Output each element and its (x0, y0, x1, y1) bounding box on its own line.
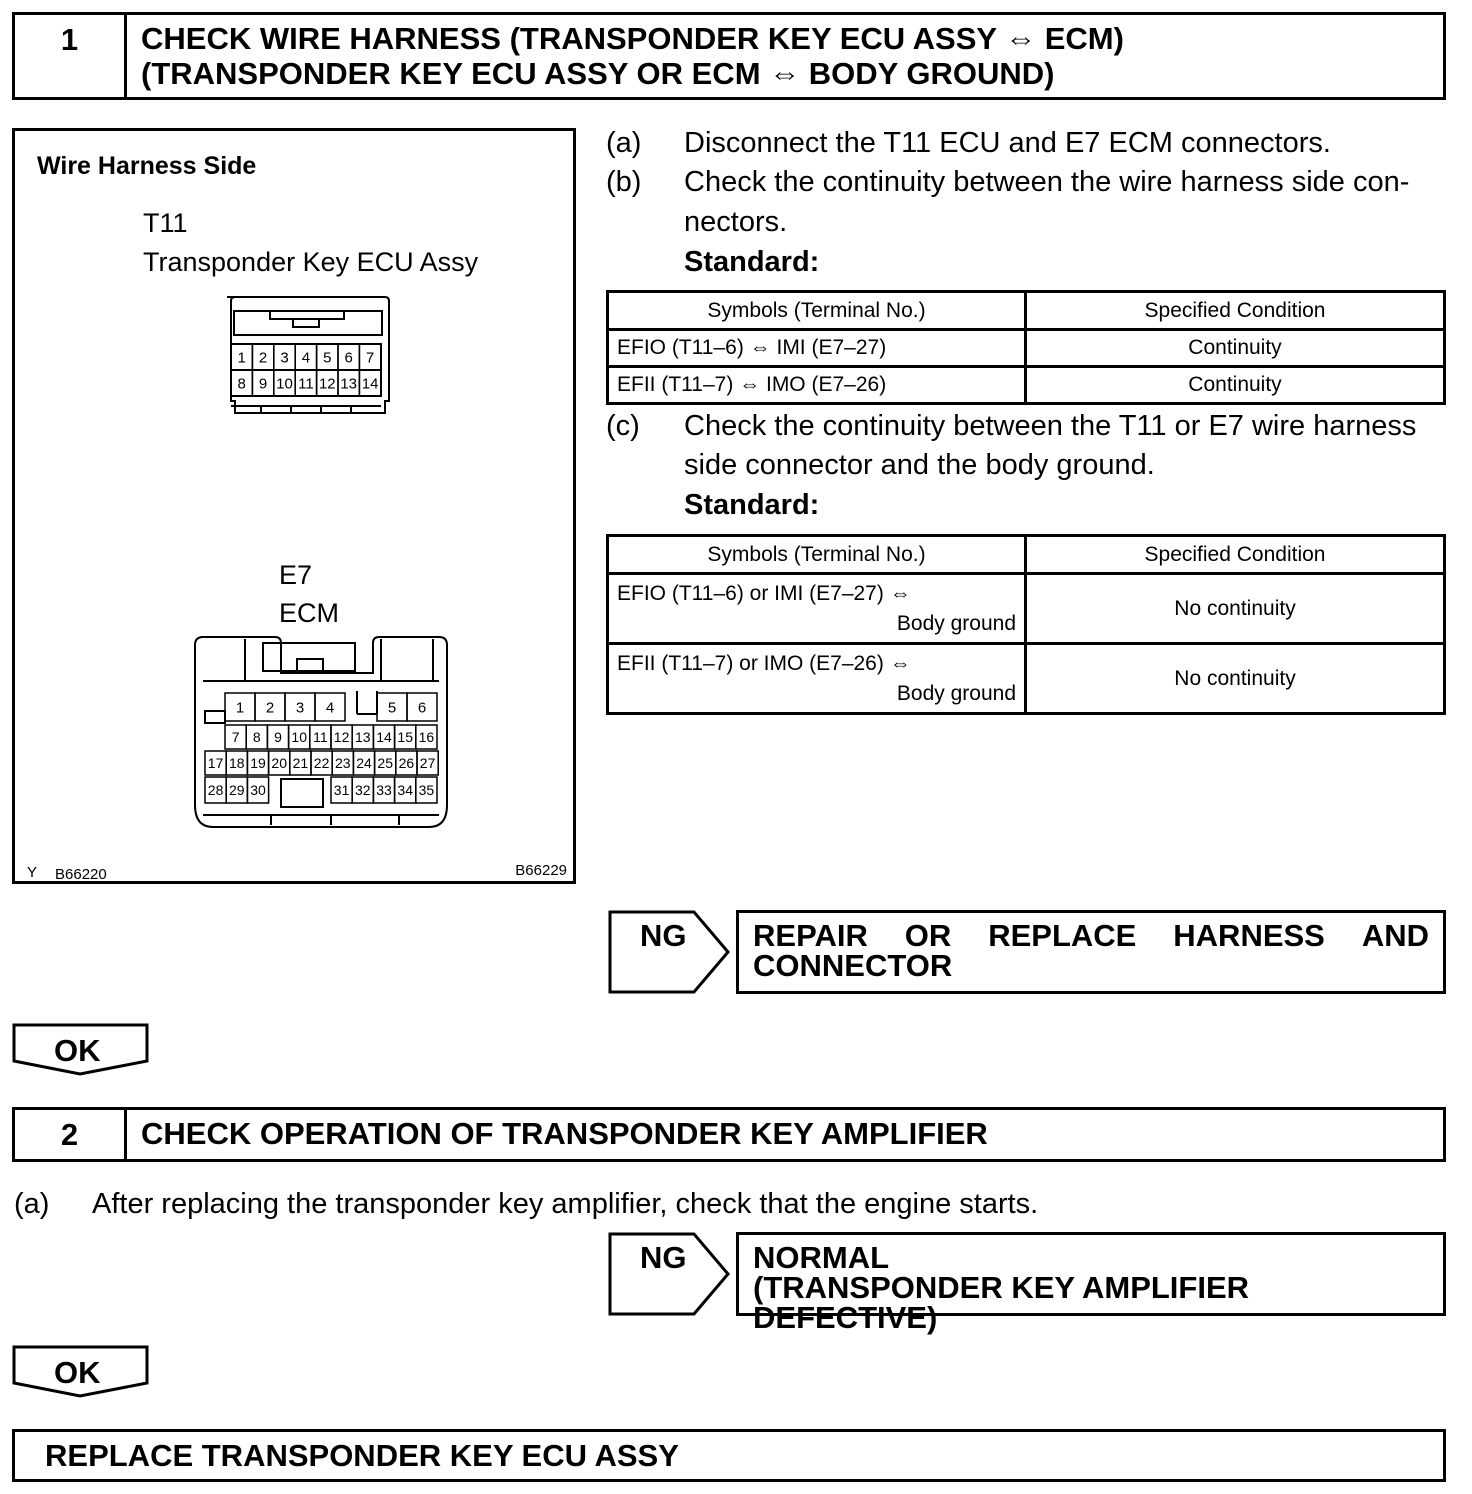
pin-number: 7 (365, 349, 375, 367)
final-action-text: REPLACE TRANSPONDER KEY ECU ASSY (45, 1438, 679, 1473)
pin-number: 18 (229, 755, 245, 772)
table-header-symbols: Symbols (Terminal No.) (608, 536, 1026, 574)
ok-label-2: OK (54, 1355, 101, 1390)
ng-result-1-line1 (753, 918, 1429, 953)
instruction-a-label: (a) (606, 127, 642, 159)
table-cell-condition: Continuity (1026, 367, 1445, 404)
pin-number: 2 (265, 699, 275, 717)
pin-number: 14 (376, 729, 392, 746)
pin-number: 3 (280, 349, 289, 367)
e7-pins-row2 (225, 725, 437, 749)
pin-number: 23 (335, 755, 351, 772)
ng-result-2-line1: NORMAL (753, 1240, 890, 1275)
instruction-c (606, 406, 1456, 526)
table-row (608, 330, 1445, 367)
step1-title-line1: CHECK WIRE HARNESS (TRANSPONDER KEY ECU ASSY ⇔ ECM) (141, 21, 1124, 56)
ng-result-1-word: HARNESS (1173, 918, 1325, 953)
instruction-b-label: (b) (606, 166, 642, 198)
ng-result-1-word: AND (1361, 918, 1429, 953)
table-cell-condition: No continuity (1026, 574, 1445, 644)
t11-code: T11 (143, 208, 188, 238)
ng-label-1: NG (640, 918, 687, 953)
pin-number: 24 (356, 755, 372, 772)
connector-diagram (15, 131, 573, 881)
ng-result-1-word: REPLACE (988, 918, 1137, 953)
standard-label-1: Standard: (684, 246, 820, 278)
pin-number: 4 (301, 349, 311, 367)
ng-result-2 (736, 1232, 1446, 1335)
pin-number: 9 (258, 375, 268, 393)
pin-number: 8 (252, 729, 261, 746)
pin-number: 21 (292, 755, 309, 772)
table-header-symbols: Symbols (Terminal No.) (608, 292, 1026, 330)
pin-number: 31 (333, 782, 350, 799)
ng-arrow-2 (608, 1232, 732, 1316)
ng-arrow-1 (608, 910, 732, 994)
table-header-row (608, 292, 1445, 330)
step2-title: CHECK OPERATION OF TRANSPONDER KEY AMPLIFIER (141, 1116, 988, 1151)
ng-result-1 (736, 910, 1446, 994)
pin-number: 5 (387, 699, 397, 717)
step2-instruction-a (14, 1184, 1414, 1224)
ng-label-2: NG (640, 1240, 687, 1275)
step2-number: 2 (15, 1110, 127, 1159)
table-row (608, 644, 1445, 714)
step2-header (12, 1107, 1446, 1162)
table-header-condition: Specified Condition (1026, 292, 1445, 330)
final-action (12, 1429, 1446, 1482)
table-row (608, 367, 1445, 404)
pin-number: 27 (419, 755, 436, 772)
pin-number: 35 (418, 782, 435, 799)
pin-number: 28 (207, 782, 224, 799)
table-row (608, 574, 1445, 644)
pin-number: 12 (318, 375, 336, 393)
ok-arrow-2 (12, 1345, 150, 1399)
pin-number: 13 (340, 375, 358, 393)
pin-number: 4 (325, 699, 335, 717)
instruction-c-line2: side connector and the body ground. (684, 449, 1155, 481)
pin-number: 5 (323, 349, 332, 367)
pin-number: 33 (376, 782, 392, 799)
table-cell-symbol: EFIO (T11–6) ⇔ IMI (E7–27) (608, 330, 1026, 367)
pin-number: 8 (237, 375, 246, 393)
figure-code-right: B66229 (515, 862, 567, 879)
pin-number: 17 (207, 755, 224, 772)
e7-pins-row3 (205, 751, 438, 775)
standard-label-2: Standard: (684, 489, 820, 521)
symbol-line1: EFIO (T11–6) or IMI (E7–27) ⇔ (617, 581, 911, 605)
pin-number: 3 (295, 699, 305, 717)
table-header-condition: Specified Condition (1026, 536, 1445, 574)
pin-number: 14 (361, 375, 379, 393)
connector-figure (12, 128, 576, 884)
pin-number: 1 (237, 349, 246, 367)
pin-number: 29 (229, 782, 245, 799)
table-cell-symbol (608, 574, 1026, 644)
t11-name: Transponder Key ECU Assy (143, 247, 479, 277)
instruction-c-line1: Check the continuity between the T11 or E7 wire harness (684, 410, 1417, 442)
table-cell-symbol: EFII (T11–7) ⇔ IMO (E7–26) (608, 367, 1026, 404)
e7-pins-row4 (205, 777, 437, 803)
ng-result-2-line2: (TRANSPONDER KEY AMPLIFIER DEFECTIVE) (753, 1270, 1250, 1335)
instruction-b-line1: Check the continuity between the wire harness side con- (684, 166, 1410, 198)
pin-number: 2 (258, 349, 268, 367)
pin-number: 11 (313, 729, 328, 746)
pin-number: 6 (417, 699, 427, 717)
step1-header (12, 12, 1446, 100)
pin-number: 7 (231, 729, 240, 746)
pin-number: 22 (313, 755, 330, 772)
pin-number: 32 (355, 782, 371, 799)
pin-number: 15 (397, 729, 413, 746)
pin-number: 6 (344, 349, 353, 367)
symbol-line2: Body ground (896, 611, 1016, 635)
instruction-b (606, 162, 1456, 282)
table-header-row (608, 536, 1445, 574)
pin-number: 13 (355, 729, 371, 746)
step2-instruction-a-label: (a) (14, 1188, 50, 1220)
pin-number: 9 (274, 729, 282, 746)
ng-result-1-word: REPAIR (753, 918, 868, 953)
instruction-a-text: Disconnect the T11 ECU and E7 ECM connectors. (684, 127, 1331, 159)
pin-number: 10 (291, 729, 307, 746)
step1-number: 1 (15, 15, 127, 97)
figure-heading: Wire Harness Side (37, 152, 257, 180)
instruction-c-label: (c) (606, 410, 640, 442)
pin-number: 10 (276, 375, 293, 393)
pin-number: 11 (298, 375, 314, 393)
ng-result-1-word: OR (904, 918, 952, 953)
ng-result-1-line2: CONNECTOR (753, 948, 953, 983)
pin-number: 30 (250, 782, 266, 799)
pin-number: 34 (397, 782, 413, 799)
step1-title (141, 21, 1124, 91)
table-cell-condition: Continuity (1026, 330, 1445, 367)
e7-name: ECM (279, 598, 339, 628)
pin-number: 1 (235, 699, 245, 717)
instruction-b-line2: nectors. (684, 206, 788, 238)
table-cell-symbol (608, 644, 1026, 714)
step1-title-line2: (TRANSPONDER KEY ECU ASSY OR ECM ⇔ BODY GROUND) (141, 56, 1055, 91)
symbol-line1: EFII (T11–7) or IMO (E7–26) ⇔ (617, 651, 911, 675)
figure-code-left: B66220 (55, 866, 107, 881)
ng-result-1-text (753, 918, 1429, 983)
symbol-line2: Body ground (896, 681, 1016, 705)
pin-number: 25 (377, 755, 393, 772)
pin-number: 16 (418, 729, 435, 746)
ng-result-2-text (753, 1240, 1429, 1335)
table-cell-condition: No continuity (1026, 644, 1445, 714)
e7-code: E7 (279, 560, 313, 590)
instruction-a (606, 123, 1456, 163)
continuity-table (606, 290, 1446, 405)
ok-label-1: OK (54, 1033, 101, 1068)
e7-pins-row1 (225, 693, 437, 721)
pin-number: 26 (398, 755, 415, 772)
pin-number: 20 (271, 755, 287, 772)
figure-corner-mark: Y (27, 864, 38, 881)
pin-number: 12 (333, 729, 350, 746)
ground-continuity-table (606, 534, 1446, 715)
step2-instruction-a-text: After replacing the transponder key amplifier, check that the engine starts. (92, 1188, 1039, 1220)
pin-number: 19 (250, 755, 266, 772)
ok-arrow-1 (12, 1023, 150, 1077)
